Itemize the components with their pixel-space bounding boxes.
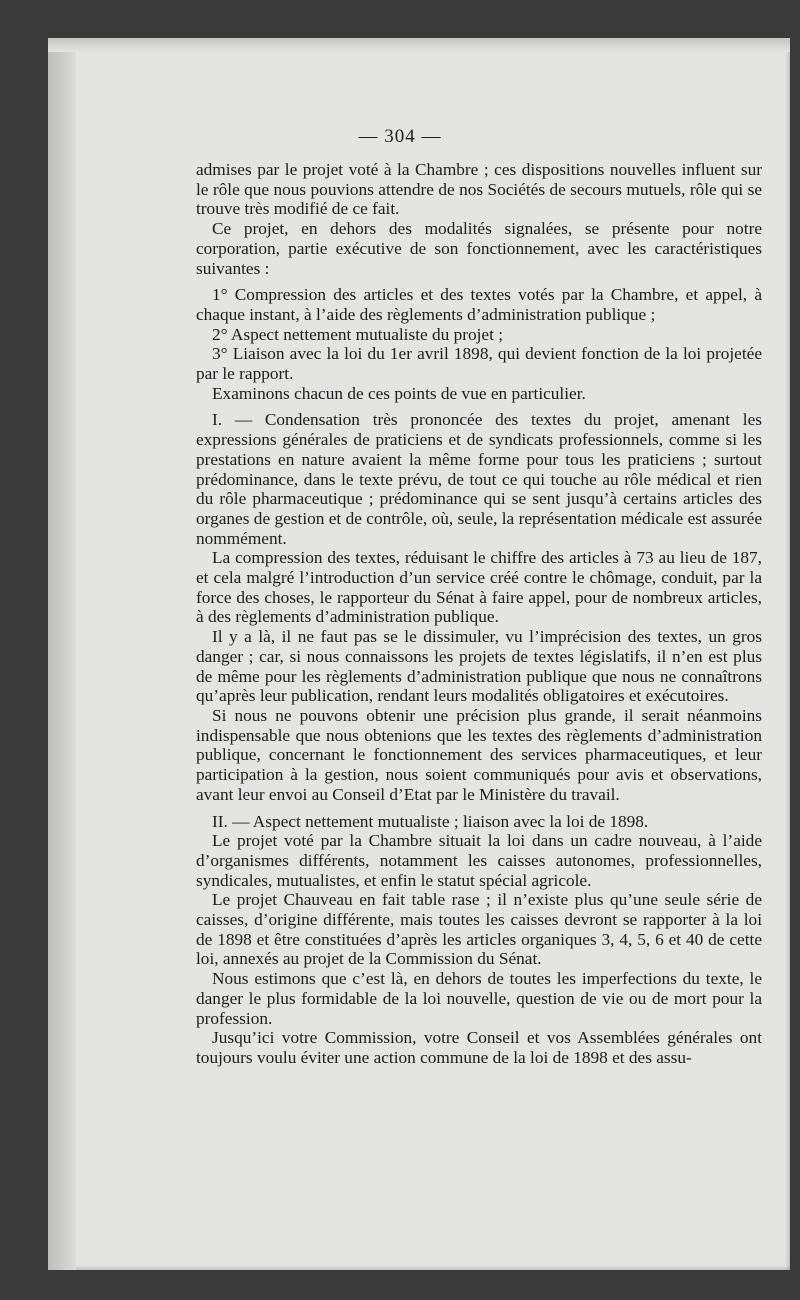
paragraph-formidable: Nous estimons que c’est là, en dehors de toutes les imperfections du texte, le danger le plus formidable de la loi nouvelle, question de vie ou de mort pour la profession. — [196, 969, 762, 1028]
list-item-1: 1° Compression des articles et des textes votés par la Chambre, et appel, à chaque instant, à l’aide des règlements d’administration publique ; — [196, 285, 762, 324]
paragraph-chauveau: Le projet Chauveau en fait table rase ; il n’existe plus qu’une seule série de caisses, d’origine différente, mais toutes les caisses devront se rapporter à la loi de 1898 et être constituées d’après les articles organiques 3, 4, 5, 6 et 40 de cette loi, annexés au projet de la Commission du Sénat. — [196, 890, 762, 969]
paragraph-continuation: admises par le projet voté à la Chambre ; ces dispositions nouvelles influent sur le rôle que nous pouvions attendre de nos Sociétés de secours mutuels, rôle qui se trouve très modifié de ce fait. — [196, 160, 762, 219]
paragraph-compression: La compression des textes, réduisant le chiffre des articles à 73 au lieu de 187, et cela malgré l’introduction d’un service créé contre le chômage, conduit, par la force des choses, le rapporteur du Sénat à faire appel, pour de nombreux articles, à des règlements d’administration publique. — [196, 548, 762, 627]
body-text — [196, 160, 762, 1068]
section-one-heading-paragraph: I. — Condensation très prononcée des textes du projet, amenant les expressions générales de praticiens et de syndicats professionnels, comme si les prestations en nature avaient la même forme pour tous les praticiens ; surtout prédominance, dans le texte prévu, de tout ce qui touche au rôle médical et rien du rôle pharmaceutique ; prédominance qui se sent jusqu’à certains articles des organes de gestion et de contrôle, où, seule, la représentation médicale est assurée nommément. — [196, 410, 762, 548]
paragraph-chambre: Le projet voté par la Chambre situait la loi dans un cadre nouveau, à l’aide d’organismes différents, notamment les caisses autonomes, professionnelles, syndicales, mutualistes, et enfin le statut spécial agricole. — [196, 831, 762, 890]
list-item-3: 3° Liaison avec la loi du 1er avril 1898, qui devient fonction de la loi projetée par le rapport. — [196, 344, 762, 384]
paragraph-precision: Si nous ne pouvons obtenir une précision plus grande, il serait néanmoins indispensable que nous obtenions que les textes des règlements d’administration publique, concernant le fonctionnement des services pharmaceutiques, et leur participation à la gestion, nous soient communiqués pour avis et observations, avant leur envoi au Conseil d’Etat par le Ministère du travail. — [196, 705, 762, 804]
paragraph-examine: Examinons chacun de ces points de vue en particulier. — [212, 383, 586, 403]
page-number: — 304 — — [358, 126, 442, 147]
paragraph-danger: Il y a là, il ne faut pas se le dissimuler, vu l’imprécision des textes, un gros danger ; car, si nous connaissons les projets de textes législatifs, il n’en est plus de même pour les règlements d’administration publique que nous ne connaîtrons qu’après leur publication, rendant leurs modalités obligatoires et exécutoires. — [196, 627, 762, 706]
page-top-edge — [48, 38, 790, 52]
page-binding-edge — [48, 38, 76, 1270]
list-item-2: 2° Aspect nettement mutualiste du projet ; — [212, 324, 504, 344]
paragraph-commission: Jusqu’ici votre Commission, votre Conseil et vos Assemblées générales ont toujours voulu éviter une action commune de la loi de 1898 et des assu- — [196, 1028, 762, 1067]
paragraph-intro: Ce projet, en dehors des modalités signalées, se présente pour notre corporation, partie exécutive de son fonctionnement, avec les caractéristiques suivantes : — [196, 219, 762, 278]
section-two-heading-paragraph: II. — Aspect nettement mutualiste ; liaison avec la loi de 1898. — [212, 811, 649, 831]
